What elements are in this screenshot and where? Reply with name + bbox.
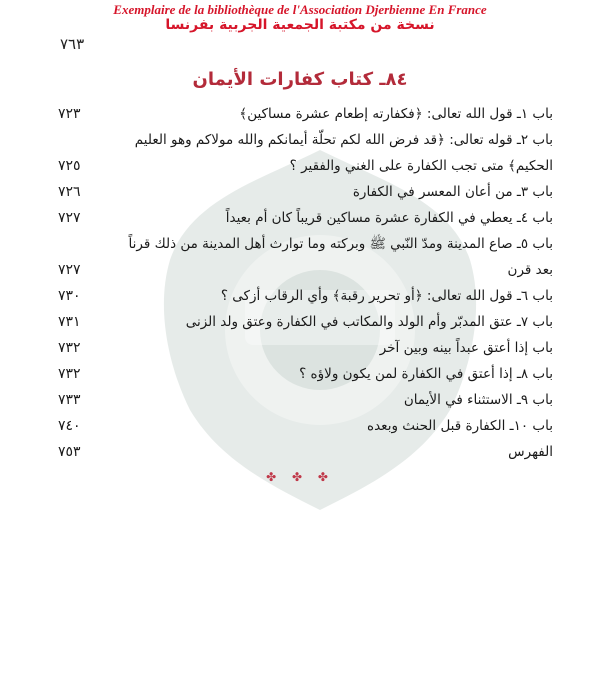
toc-entry[interactable] (50, 310, 553, 334)
toc-entry-title: باب ٩ـ الاستثناء في الأيمان (403, 392, 553, 408)
toc-entry-title: الحكيم﴾ متى تجب الكفارة على الغني والفقير ؟ (289, 158, 553, 174)
toc-entry[interactable] (50, 284, 553, 308)
toc-entry-page: ٧٢٦ (58, 184, 81, 200)
toc-entry[interactable] (50, 336, 553, 360)
toc-entry-page: ٧٢٧ (58, 210, 81, 226)
toc-entry[interactable] (50, 362, 553, 386)
toc-entry-page: ٧٣١ (58, 314, 81, 330)
toc-entry-page: ٧٣٣ (58, 392, 81, 408)
toc-entry-title: باب ٥ـ صاع المدينة ومدّ النّبي ﷺ وبركته وما توارث أهل المدينة من ذلك قرناً (128, 236, 553, 252)
toc-entry-page: ٧٣٠ (58, 288, 81, 304)
toc-entry[interactable] (50, 154, 553, 178)
toc-entry-title: الفهرس (508, 444, 553, 460)
toc-entry[interactable] (50, 440, 553, 464)
toc-entry-title: باب إذا أعتق عبداً بينه وبين آخر (379, 340, 553, 356)
ornament-divider: ✤ ✤ ✤ (266, 470, 334, 484)
toc-entry-page: ٧٢٣ (58, 106, 81, 122)
toc-entry-title: بعد قرن (507, 262, 553, 278)
toc-entry-page: ٧٣٢ (58, 340, 81, 356)
toc-entry-page: ٧٣٢ (58, 366, 81, 382)
toc-entry-page: ٧٥٣ (58, 444, 81, 460)
toc-entry-page: ٧٢٥ (58, 158, 81, 174)
toc-entry[interactable] (50, 128, 553, 152)
toc-entry-title: باب ١٠ـ الكفارة قبل الحنث وبعده (367, 418, 553, 434)
toc-entry-page: ٧٢٧ (58, 262, 81, 278)
toc-entry[interactable] (50, 388, 553, 412)
toc-entry[interactable] (50, 206, 553, 230)
toc-entry[interactable] (50, 102, 553, 126)
toc-entry-title: باب ٢ـ قوله تعالى: ﴿قد فرض الله لكم تحلّة أيمانكم والله مولاكم وهو العليم (134, 132, 553, 148)
library-stamp-french: Exemplaire de la bibliothèque de l'Association Djerbienne En France (113, 2, 487, 17)
toc-entry-title: باب ٧ـ عتق المدبّر وأم الولد والمكاتب في الكفارة وعتق ولد الزنى (185, 314, 553, 330)
page-number: ٧٦٣ (60, 35, 85, 53)
toc-entry-title: باب ٣ـ من أعان المعسر في الكفارة (352, 184, 553, 200)
toc-entry[interactable] (50, 258, 553, 282)
toc-entry-title: باب ٨ـ إذا أعتق في الكفارة لمن يكون ولاؤه ؟ (299, 366, 553, 382)
chapter-title: ٨٤ـ كتاب كفارات الأيمان (192, 69, 408, 90)
toc-entry-page: ٧٤٠ (58, 418, 81, 434)
toc-entry[interactable] (50, 414, 553, 438)
table-of-contents (50, 102, 553, 472)
library-stamp-arabic: نسخة من مكتبة الجمعية الجربية بفرنسا (165, 17, 435, 33)
toc-entry-title: باب ٦ـ قول الله تعالى: ﴿أو تحرير رقبة﴾ وأي الرقاب أزكى ؟ (220, 288, 553, 304)
toc-entry-title: باب ٤ـ يعطي في الكفارة عشرة مساكين قريباً كان أم بعيداً (225, 210, 553, 226)
toc-entry[interactable] (50, 232, 553, 256)
toc-entry[interactable] (50, 180, 553, 204)
toc-entry-title: باب ١ـ قول الله تعالى: ﴿فكفارته إطعام عشرة مساكين﴾ (239, 106, 553, 122)
